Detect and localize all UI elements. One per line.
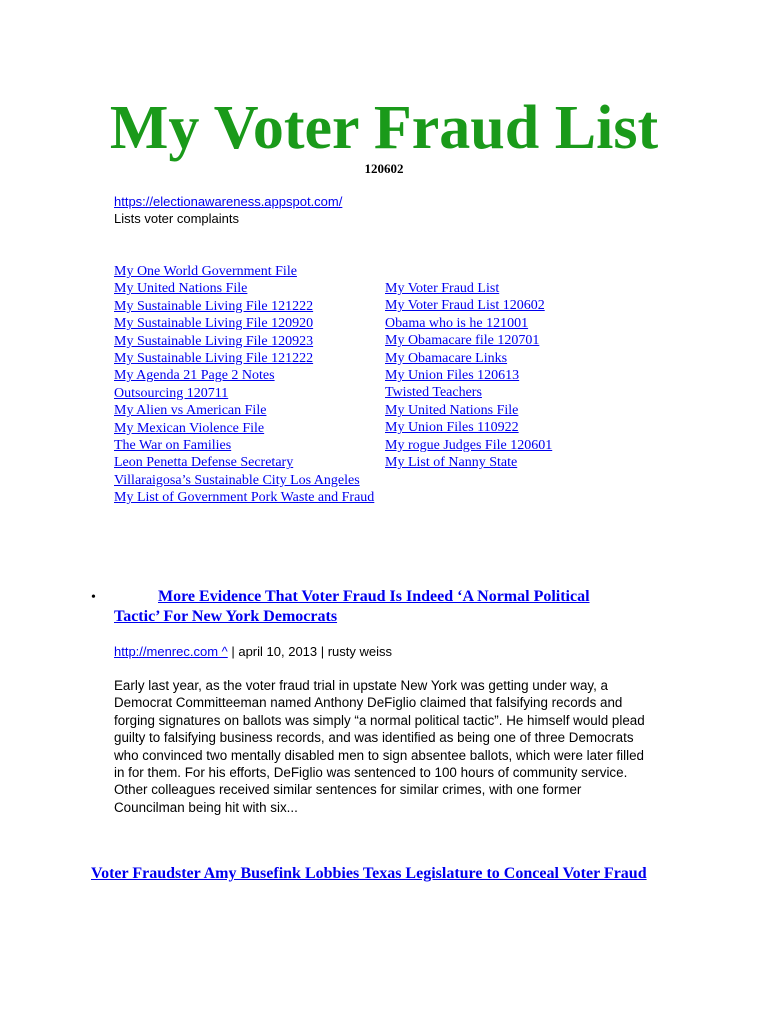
file-link[interactable]: My Obamacare file 120701 [385,333,540,349]
article-body: Early last year, as the voter fraud trial in upstate New York was getting under way, a Democrat Committeeman named Anthony DeFiglio claimed that falsifying records and forging signatures on ballots was simply “a normal political tactic”. He himself would plead guilty to falsifying business records, and was identified as being one of three Democrats who convinced two mentally disabled men to sign absentee ballots, which were later filled in for them. For his efforts, DeFiglio was sentenced to 100 hours of community service. Other colleagues received similar sentences for similar crimes, with one former Councilman being hit with six... [114,678,645,815]
list-bullet: • [91,590,96,605]
site-description: Lists voter complaints [114,211,239,226]
article-headline-link[interactable]: More Evidence That Voter Fraud Is Indeed ‘A Normal Political Tactic’ For New York Democrats [114,588,590,625]
file-link[interactable]: Twisted Teachers [385,385,482,401]
file-link[interactable]: My Agenda 21 Page 2 Notes [114,368,275,384]
file-link[interactable]: My Voter Fraud List 120602 [385,298,545,314]
file-link[interactable]: Leon Penetta Defense Secretary [114,455,294,471]
article-byline [114,644,392,660]
file-link[interactable]: My One World Government File [114,264,297,279]
file-link[interactable]: My Obamacare Links [385,350,508,366]
file-links-right [385,280,552,471]
article-date-author: | april 10, 2013 | rusty weiss [227,644,393,659]
article-source-link[interactable]: http://menrec.com ^ [114,644,228,659]
page-title: My Voter Fraud List [109,94,659,162]
file-link[interactable]: My Union Files 110922 [385,420,519,436]
file-link[interactable]: The War on Families [114,438,232,454]
file-link[interactable]: Outsourcing 120711 [114,385,229,401]
file-link[interactable]: My Mexican Violence File [114,420,265,436]
file-links-left [114,263,374,507]
file-link[interactable]: Villaraigosa’s Sustainable City Los Angeles [114,472,360,488]
file-link[interactable]: My Union Files 120613 [385,368,520,384]
election-awareness-link[interactable]: https://electionawareness.appspot.com/ [114,194,343,209]
file-link[interactable]: My Sustainable Living File 120920 [114,316,314,332]
file-link[interactable]: Obama who is he 121001 [385,315,529,331]
file-link[interactable]: My United Nations File [385,402,519,418]
file-link[interactable]: My List of Nanny State [385,455,518,471]
file-link[interactable]: My Sustainable Living File 121222 [114,298,314,314]
file-link[interactable]: My United Nations File [114,281,248,297]
file-link[interactable]: My rogue Judges File 120601 [385,437,553,453]
file-link[interactable]: My Sustainable Living File 121222 [114,351,314,367]
file-link[interactable]: My List of Government Pork Waste and Fraud [114,490,375,506]
file-link[interactable]: My Alien vs American File [114,403,267,419]
page-code: 120602 [364,161,404,176]
file-link[interactable]: My Sustainable Living File 120923 [114,333,314,349]
second-article-headline-link[interactable]: Voter Fraudster Amy Busefink Lobbies Texas Legislature to Conceal Voter Fraud [91,865,647,882]
file-link[interactable]: My Voter Fraud List [385,281,500,296]
